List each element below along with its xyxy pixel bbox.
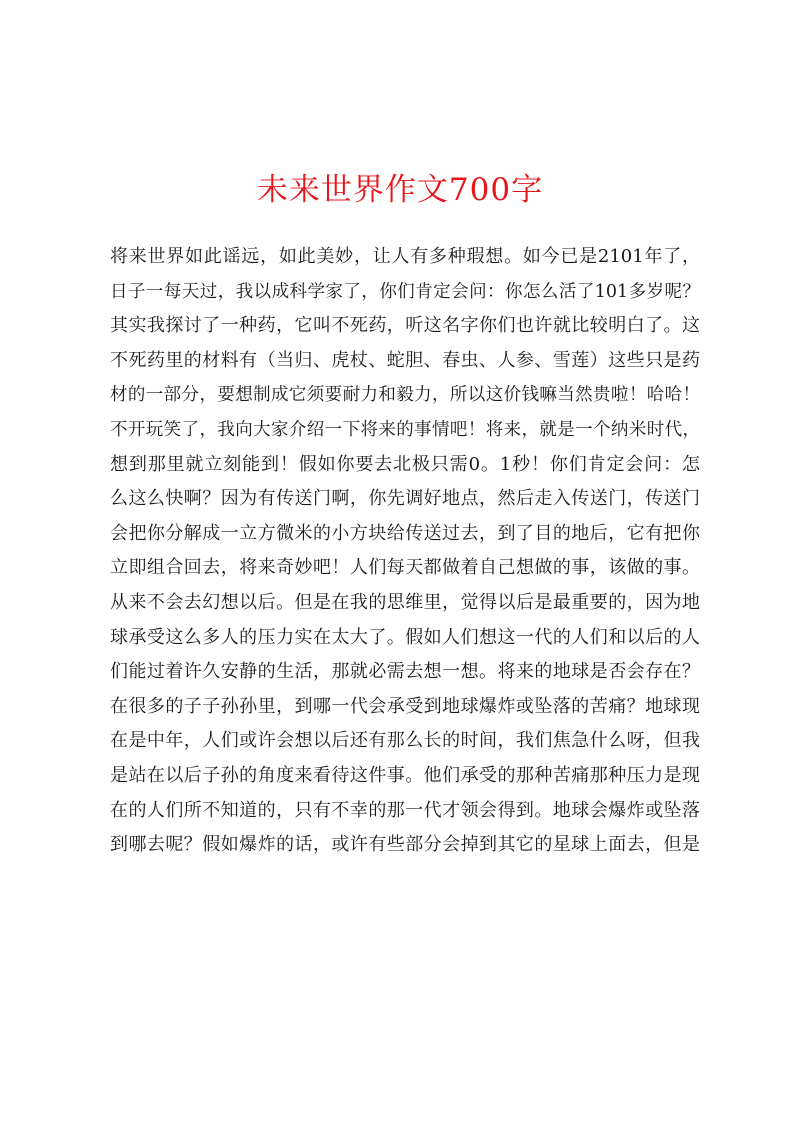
- essay-line: 球承受这么多人的压力实在太大了。假如人们想这一代的人们和以后的人: [110, 626, 700, 648]
- essay-line: 么这么快啊？因为有传送门啊，你先调好地点，然后走入传送门，传送门: [110, 488, 700, 510]
- essay-line: 在很多的子子孙孙里，到哪一代会承受到地球爆炸或坠落的苦痛？地球现: [110, 695, 700, 717]
- essay-line: 是站在以后子孙的角度来看待这件事。他们承受的那种苦痛那种压力是现: [110, 764, 700, 786]
- essay-line: 将来世界如此谣远，如此美妙，让人有多种瑕想。如今已是2101年了，: [110, 246, 700, 267]
- essay-line: 想到那里就立刻能到！假如你要去北极只需0。1秒！你们肯定会问：怎: [110, 453, 700, 475]
- essay-line: 们能过着许久安静的生活，那就必需去想一想。将来的地球是否会存在？: [110, 661, 700, 683]
- essay-line: 到哪去呢？假如爆炸的话，或许有些部分会掉到其它的星球上面去，但是: [110, 834, 700, 856]
- essay-line: 其实我探讨了一种药，它叫不死药，听这名字你们也许就比较明白了。这: [110, 315, 700, 337]
- essay-line: 会把你分解成一立方微米的小方块给传送过去，到了目的地后，它有把你: [110, 522, 700, 544]
- essay-line: 不开玩笑了，我向大家介绍一下将来的事情吧！将来，就是一个纳米时代，: [110, 419, 700, 440]
- essay-line: 不死药里的材料有（当归、虎杖、蛇胆、春虫、人参、雪莲）这些只是药: [110, 349, 700, 371]
- essay-title: 未来世界作文700字: [256, 172, 544, 208]
- essay-line: 在的人们所不知道的，只有不幸的那一代才领会得到。地球会爆炸或坠落: [110, 799, 700, 821]
- essay-line: 从来不会去幻想以后。但是在我的思维里，觉得以后是最重要的，因为地: [110, 591, 700, 613]
- essay-line: 日子一每天过，我以成科学家了，你们肯定会问：你怎么活了101多岁呢？: [110, 281, 700, 302]
- essay-line: 在是中年，人们或许会想以后还有那么长的时间，我们焦急什么呀，但我: [110, 730, 700, 752]
- essay-line: 立即组合回去，将来奇妙吧！人们每天都做着自己想做的事，该做的事。: [110, 557, 700, 579]
- essay-line: 材的一部分，要想制成它须要耐力和毅力，所以这价钱嘛当然贵啦！哈哈！: [110, 385, 700, 406]
- essay-body: [110, 240, 700, 863]
